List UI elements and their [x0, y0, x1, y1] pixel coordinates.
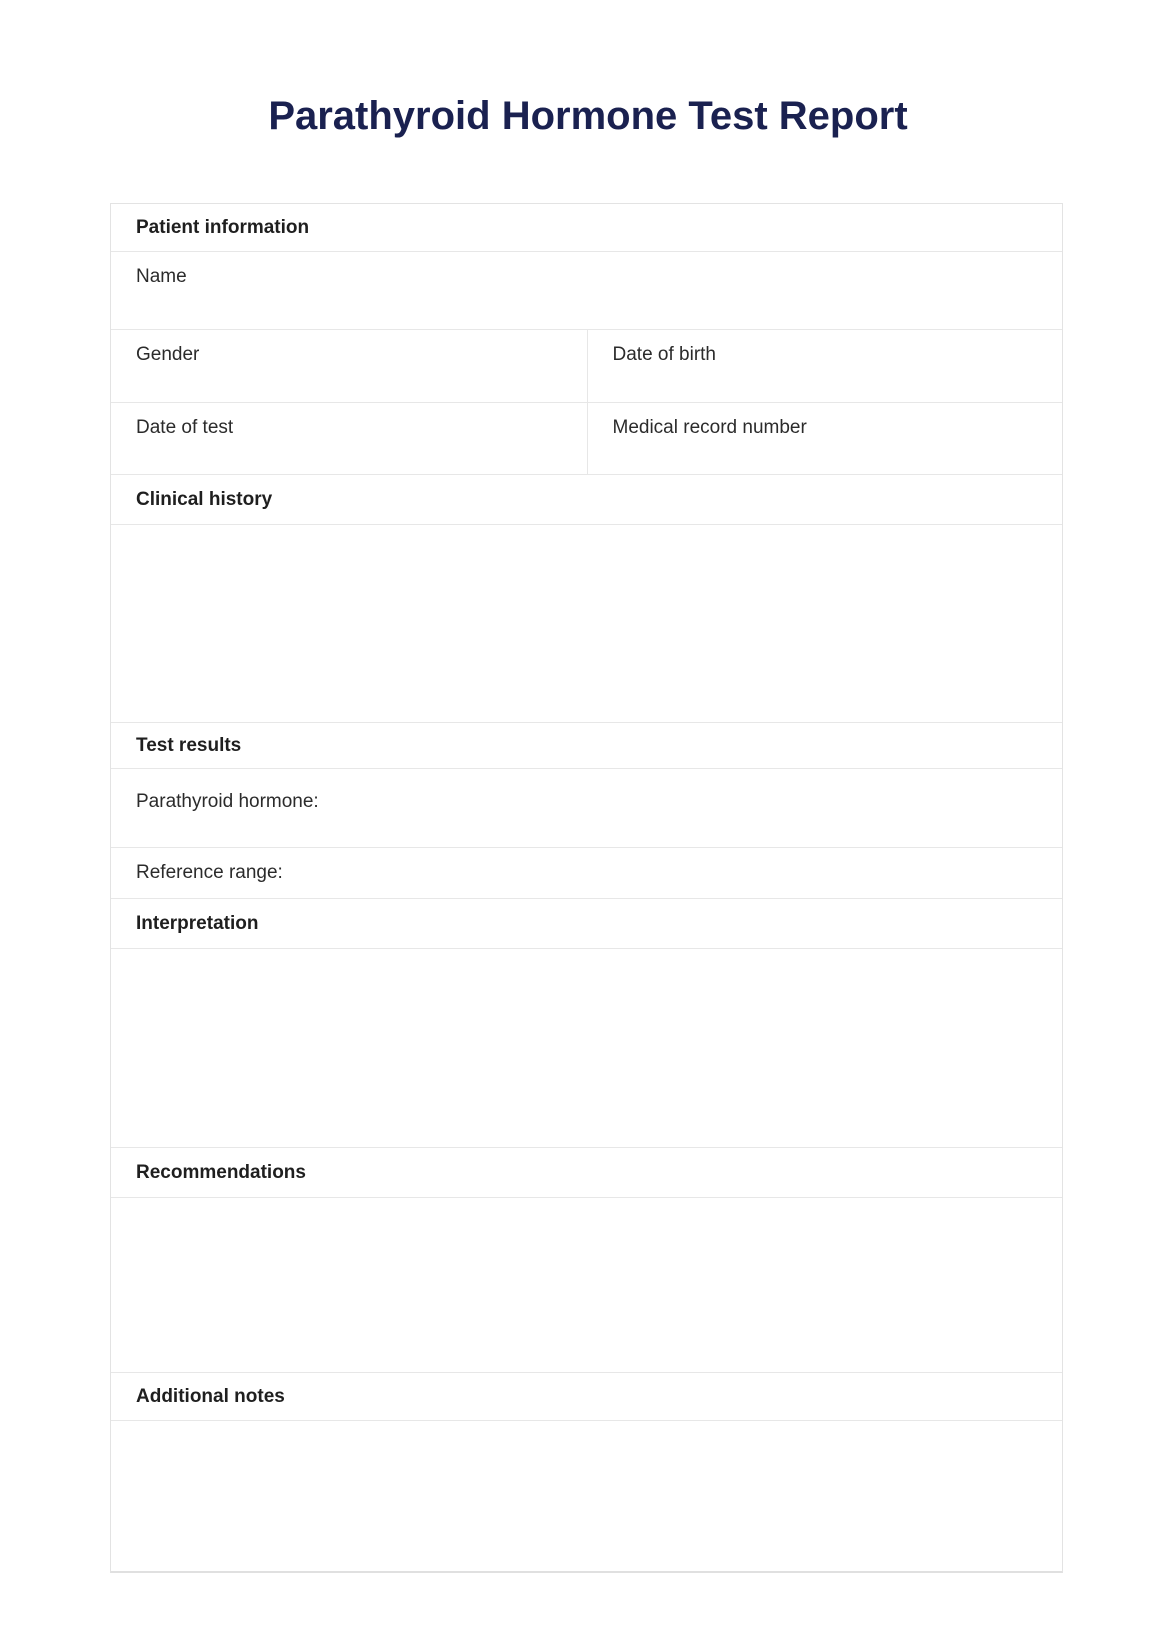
medical-record-number-field[interactable] — [587, 403, 1063, 474]
test-results-header — [111, 723, 1062, 769]
test-results-heading: Test results — [136, 734, 242, 756]
patient-information-heading: Patient information — [136, 216, 310, 238]
test-date-mrn-row — [111, 403, 1062, 475]
patient-information-header — [111, 204, 1062, 252]
parathyroid-hormone-label: Parathyroid hormone: — [136, 791, 319, 812]
interpretation-header — [111, 899, 1062, 949]
reference-range-field[interactable] — [111, 848, 1062, 899]
recommendations-header — [111, 1148, 1062, 1198]
additional-notes-heading: Additional notes — [136, 1385, 285, 1407]
additional-notes-input[interactable] — [111, 1421, 1062, 1571]
recommendations-heading: Recommendations — [136, 1161, 306, 1183]
additional-notes-header — [111, 1373, 1062, 1421]
gender-label: Gender — [136, 344, 200, 365]
reference-range-label: Reference range: — [136, 862, 283, 883]
clinical-history-input[interactable] — [111, 525, 1062, 723]
report-form — [110, 203, 1063, 1573]
gender-dob-row — [111, 330, 1062, 403]
page-title: Parathyroid Hormone Test Report — [268, 94, 908, 138]
clinical-history-heading: Clinical history — [136, 488, 273, 510]
interpretation-input[interactable] — [111, 949, 1062, 1148]
date-of-birth-field[interactable] — [587, 330, 1063, 402]
date-of-test-field[interactable] — [111, 403, 587, 474]
medical-record-number-label: Medical record number — [612, 417, 807, 438]
date-of-birth-label: Date of birth — [612, 344, 716, 365]
date-of-test-label: Date of test — [136, 417, 234, 438]
clinical-history-header — [111, 475, 1062, 525]
interpretation-heading: Interpretation — [136, 912, 259, 934]
parathyroid-hormone-field[interactable] — [111, 769, 1062, 848]
recommendations-input[interactable] — [111, 1198, 1062, 1373]
gender-field[interactable] — [111, 330, 587, 402]
name-field[interactable] — [111, 252, 1062, 330]
name-label: Name — [136, 266, 187, 287]
